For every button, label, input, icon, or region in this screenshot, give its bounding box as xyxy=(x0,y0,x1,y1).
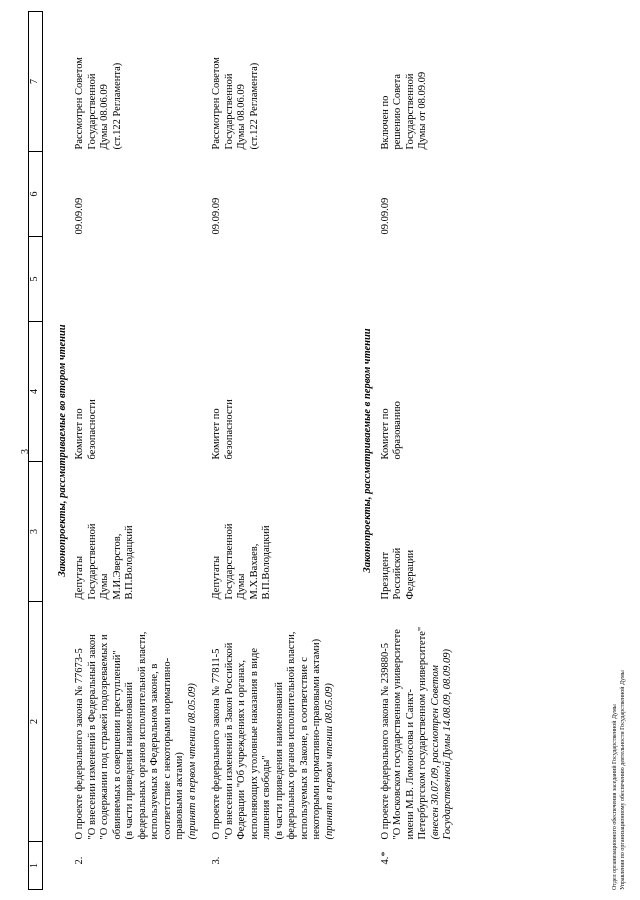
section-title: Законопроекты, рассматриваемые в первом чтении xyxy=(362,328,373,573)
column-header-1: 1 xyxy=(29,842,43,890)
bill-author xyxy=(74,462,199,602)
committee-line: Комитет по xyxy=(74,408,85,460)
status-line: Государственной xyxy=(404,73,416,150)
author-line: Президент xyxy=(379,551,391,600)
bill-text-line: "О содержании под стражей подозреваемых и xyxy=(99,634,110,840)
status-line: Государственной xyxy=(86,73,98,150)
footer-line-2: Управления по организационному обеспечению деятельности Государственной Думы xyxy=(620,670,626,890)
author-line: Думы xyxy=(236,573,247,600)
bill-text-line: некоторыми нормативно-правовыми актами) xyxy=(311,638,322,840)
status-note xyxy=(211,12,336,152)
author-line: М.Х.Вахаев, xyxy=(248,543,260,600)
column-5-cell xyxy=(74,237,199,322)
responsible-committee xyxy=(211,322,336,462)
author-line: Депутаты xyxy=(74,555,85,600)
page-number: 3 xyxy=(20,449,31,454)
author-line: В.П.Володацкий xyxy=(261,525,272,600)
author-line: Депутаты xyxy=(211,555,222,600)
bill-text-line: "О Московском государственном университете xyxy=(392,629,403,840)
status-line: Думы 08.06.09 xyxy=(99,84,110,150)
bill-text-line: лишения свободы" xyxy=(261,755,272,840)
column-header-6: 6 xyxy=(29,152,43,237)
bill-text-line: правовыми актами) xyxy=(174,752,185,840)
author-line: Российской xyxy=(392,547,403,600)
committee-line: образованию xyxy=(392,401,403,460)
bill-text-line: Федерации "Об учреждениях и органах, xyxy=(236,659,247,840)
bill-author xyxy=(211,462,336,602)
status-note xyxy=(74,12,199,152)
status-line: решению Совета xyxy=(392,73,403,150)
bill-text-line: исполняющих уголовные наказания в виде xyxy=(248,648,260,840)
column-header-3: 3 xyxy=(29,462,43,602)
consideration-date: 09.09.09 xyxy=(379,197,391,235)
bill-reading-note: (принят в первом чтении 08.05.09) xyxy=(323,683,335,840)
bill-text-line: соответствие с некоторыми нормативно- xyxy=(161,657,173,840)
committee-line: безопасности xyxy=(223,399,235,460)
bill-text-line: федеральных органов исполнительной власти, xyxy=(286,631,297,840)
committee-line: Комитет по xyxy=(211,408,222,460)
status-line: (ст.122 Регламента) xyxy=(248,62,260,150)
bill-text-line: (в части приведения наименований xyxy=(273,681,285,840)
committee-line: безопасности xyxy=(86,399,98,460)
row-number: 2. xyxy=(74,856,85,865)
status-line: Государственной xyxy=(223,73,235,150)
bill-description xyxy=(74,602,199,842)
author-line: Государственной xyxy=(223,523,235,600)
row-number: 4.* xyxy=(379,851,391,865)
bill-text-line: "О внесении изменений в Закон Российской xyxy=(223,642,235,840)
section-title: Законопроекты, рассматриваемые во втором чтении xyxy=(56,324,68,577)
status-line: Думы 08.06.09 xyxy=(236,84,247,150)
bill-author xyxy=(380,462,455,602)
column-5-cell xyxy=(380,237,455,322)
consideration-date: 09.09.09 xyxy=(74,197,85,235)
responsible-committee xyxy=(74,322,199,462)
status-line: (ст.122 Регламента) xyxy=(111,62,123,150)
author-line: М.И.Эверстов, xyxy=(111,533,123,600)
bills-table xyxy=(28,11,467,890)
author-line: В.П.Володацкий xyxy=(124,525,135,600)
bill-text-line: обвиняемых в совершении преступлений" xyxy=(111,650,123,840)
bill-text-line: имени М.В. Ломоносова и Санкт- xyxy=(404,688,416,840)
column-header-row xyxy=(29,12,43,890)
bill-text-line: Петербургском государственном университете" xyxy=(417,626,428,840)
bill-description xyxy=(380,602,455,842)
column-header-2: 2 xyxy=(29,602,43,842)
column-header-7: 7 xyxy=(29,12,43,152)
bill-text-line: федеральных органов исполнительной власти, xyxy=(136,631,148,840)
status-line: Включен по xyxy=(379,95,391,150)
status-line: Думы от 08.09.09 xyxy=(417,71,428,150)
bill-text-line: О проекте федерального закона № 239880-5 xyxy=(379,642,391,840)
bill-text-line: используемых в Законе, в соответствие с xyxy=(298,657,310,840)
bill-reading-note: (внесен 30.07.09, рассмотрен Советом Государственной Думы 14.08.09, 08.09.09) xyxy=(429,649,453,840)
column-header-4: 4 xyxy=(29,322,43,462)
author-line: Государственной xyxy=(86,523,98,600)
bill-reading-note: (принят в первом чтении 08.05.09) xyxy=(186,683,198,840)
row-number: 3. xyxy=(211,856,222,865)
bill-text-line: О проекте федерального закона № 77673-5 xyxy=(74,648,85,840)
footer-line-1: Отдел организационного обеспечения заседаний Государственной Думы xyxy=(612,704,618,890)
column-5-cell xyxy=(211,237,336,322)
bill-text-line: (в части приведения наименований xyxy=(124,681,135,840)
status-line: Рассмотрен Советом xyxy=(211,57,222,150)
bill-text-line: "О внесении изменений в Федеральный закон xyxy=(86,634,98,840)
table-row xyxy=(211,12,336,890)
status-line: Рассмотрен Советом xyxy=(74,57,85,150)
consideration-date: 09.09.09 xyxy=(211,197,222,235)
table-row xyxy=(380,12,455,890)
author-line: Думы xyxy=(99,573,110,600)
bill-description xyxy=(211,602,336,842)
status-note xyxy=(380,12,455,152)
responsible-committee xyxy=(380,322,455,462)
table-row xyxy=(74,12,199,890)
bill-text-line: используемых в Федеральном законе, в xyxy=(149,663,160,840)
bill-text-line: О проекте федерального закона № 77811-5 xyxy=(211,648,222,840)
author-line: Федерации xyxy=(404,549,416,600)
column-header-5: 5 xyxy=(29,237,43,322)
committee-line: Комитет по xyxy=(379,408,391,460)
